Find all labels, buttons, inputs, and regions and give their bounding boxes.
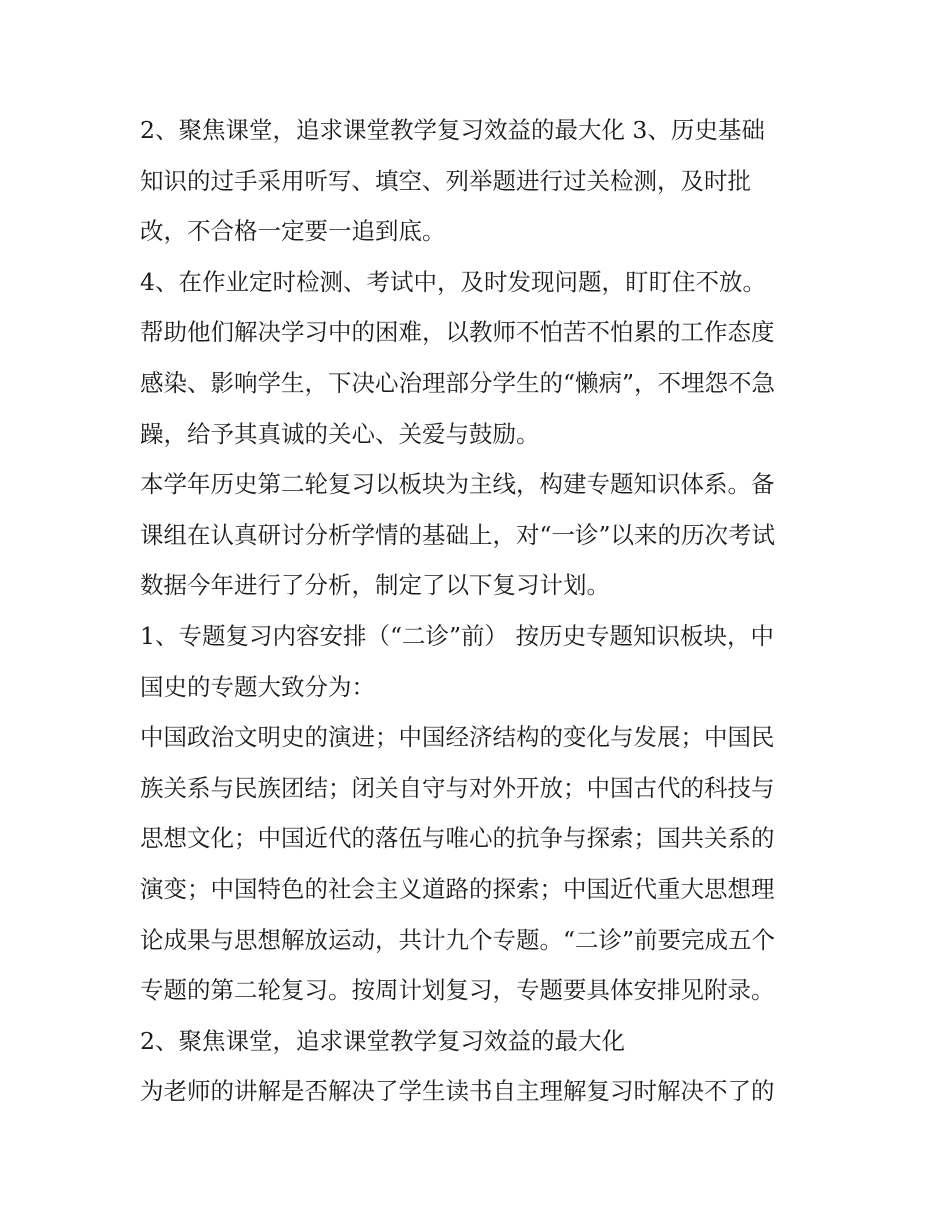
text-line: 课组在认真研讨分析学情的基础上，对“一诊”以来的历次考试 — [140, 520, 776, 549]
text-line: 族关系与民族团结；闭关自守与对外开放；中国古代的科技与 — [140, 773, 775, 802]
text-line: 论成果与思想解放运动，共计九个专题。“二诊”前要完成五个 — [140, 925, 776, 954]
text-line: 4、在作业定时检测、考试中，及时发现问题，盯盯住不放。 — [140, 267, 766, 296]
text-line: 思想文化；中国近代的落伍与唯心的抗争与探索；国共关系的 — [140, 824, 775, 853]
text-line: 帮助他们解决学习中的困难，以教师不怕苦不怕累的工作态度 — [140, 318, 775, 347]
text-line: 改，不合格一定要一追到底。 — [140, 217, 446, 246]
text-line: 本学年历史第二轮复习以板块为主线，构建专题知识体系。备 — [140, 470, 775, 499]
text-line: 2、聚焦课堂，追求课堂教学复习效益的最大化 — [140, 1026, 625, 1055]
text-line: 躁，给予其真诚的关心、关爱与鼓励。 — [140, 419, 540, 448]
text-line: 专题的第二轮复习。按周计划复习，专题要具体安排见附录。 — [140, 976, 775, 1005]
text-line: 感染、影响学生，下决心治理部分学生的“懒病”，不埋怨不急 — [140, 368, 776, 397]
document-body — [140, 105, 830, 1117]
text-line: 1、专题复习内容安排（“二诊”前） 按历史专题知识板块，中 — [140, 621, 774, 650]
text-line: 演变；中国特色的社会主义道路的探索；中国近代重大思想理 — [140, 874, 775, 903]
text-line: 2、聚焦课堂，追求课堂教学复习效益的最大化 3、历史基础 — [140, 116, 765, 144]
text-line: 为老师的讲解是否解决了学生读书自主理解复习时解决不了的 — [140, 1077, 775, 1106]
text-line: 知识的过手采用听写、填空、列举题进行过关检测，及时批 — [140, 166, 751, 195]
text-line: 中国政治文明史的演进；中国经济结构的变化与发展；中国民 — [140, 723, 775, 752]
text-line: 数据今年进行了分析，制定了以下复习计划。 — [140, 571, 610, 600]
text-line: 国史的专题大致分为： — [140, 672, 375, 701]
